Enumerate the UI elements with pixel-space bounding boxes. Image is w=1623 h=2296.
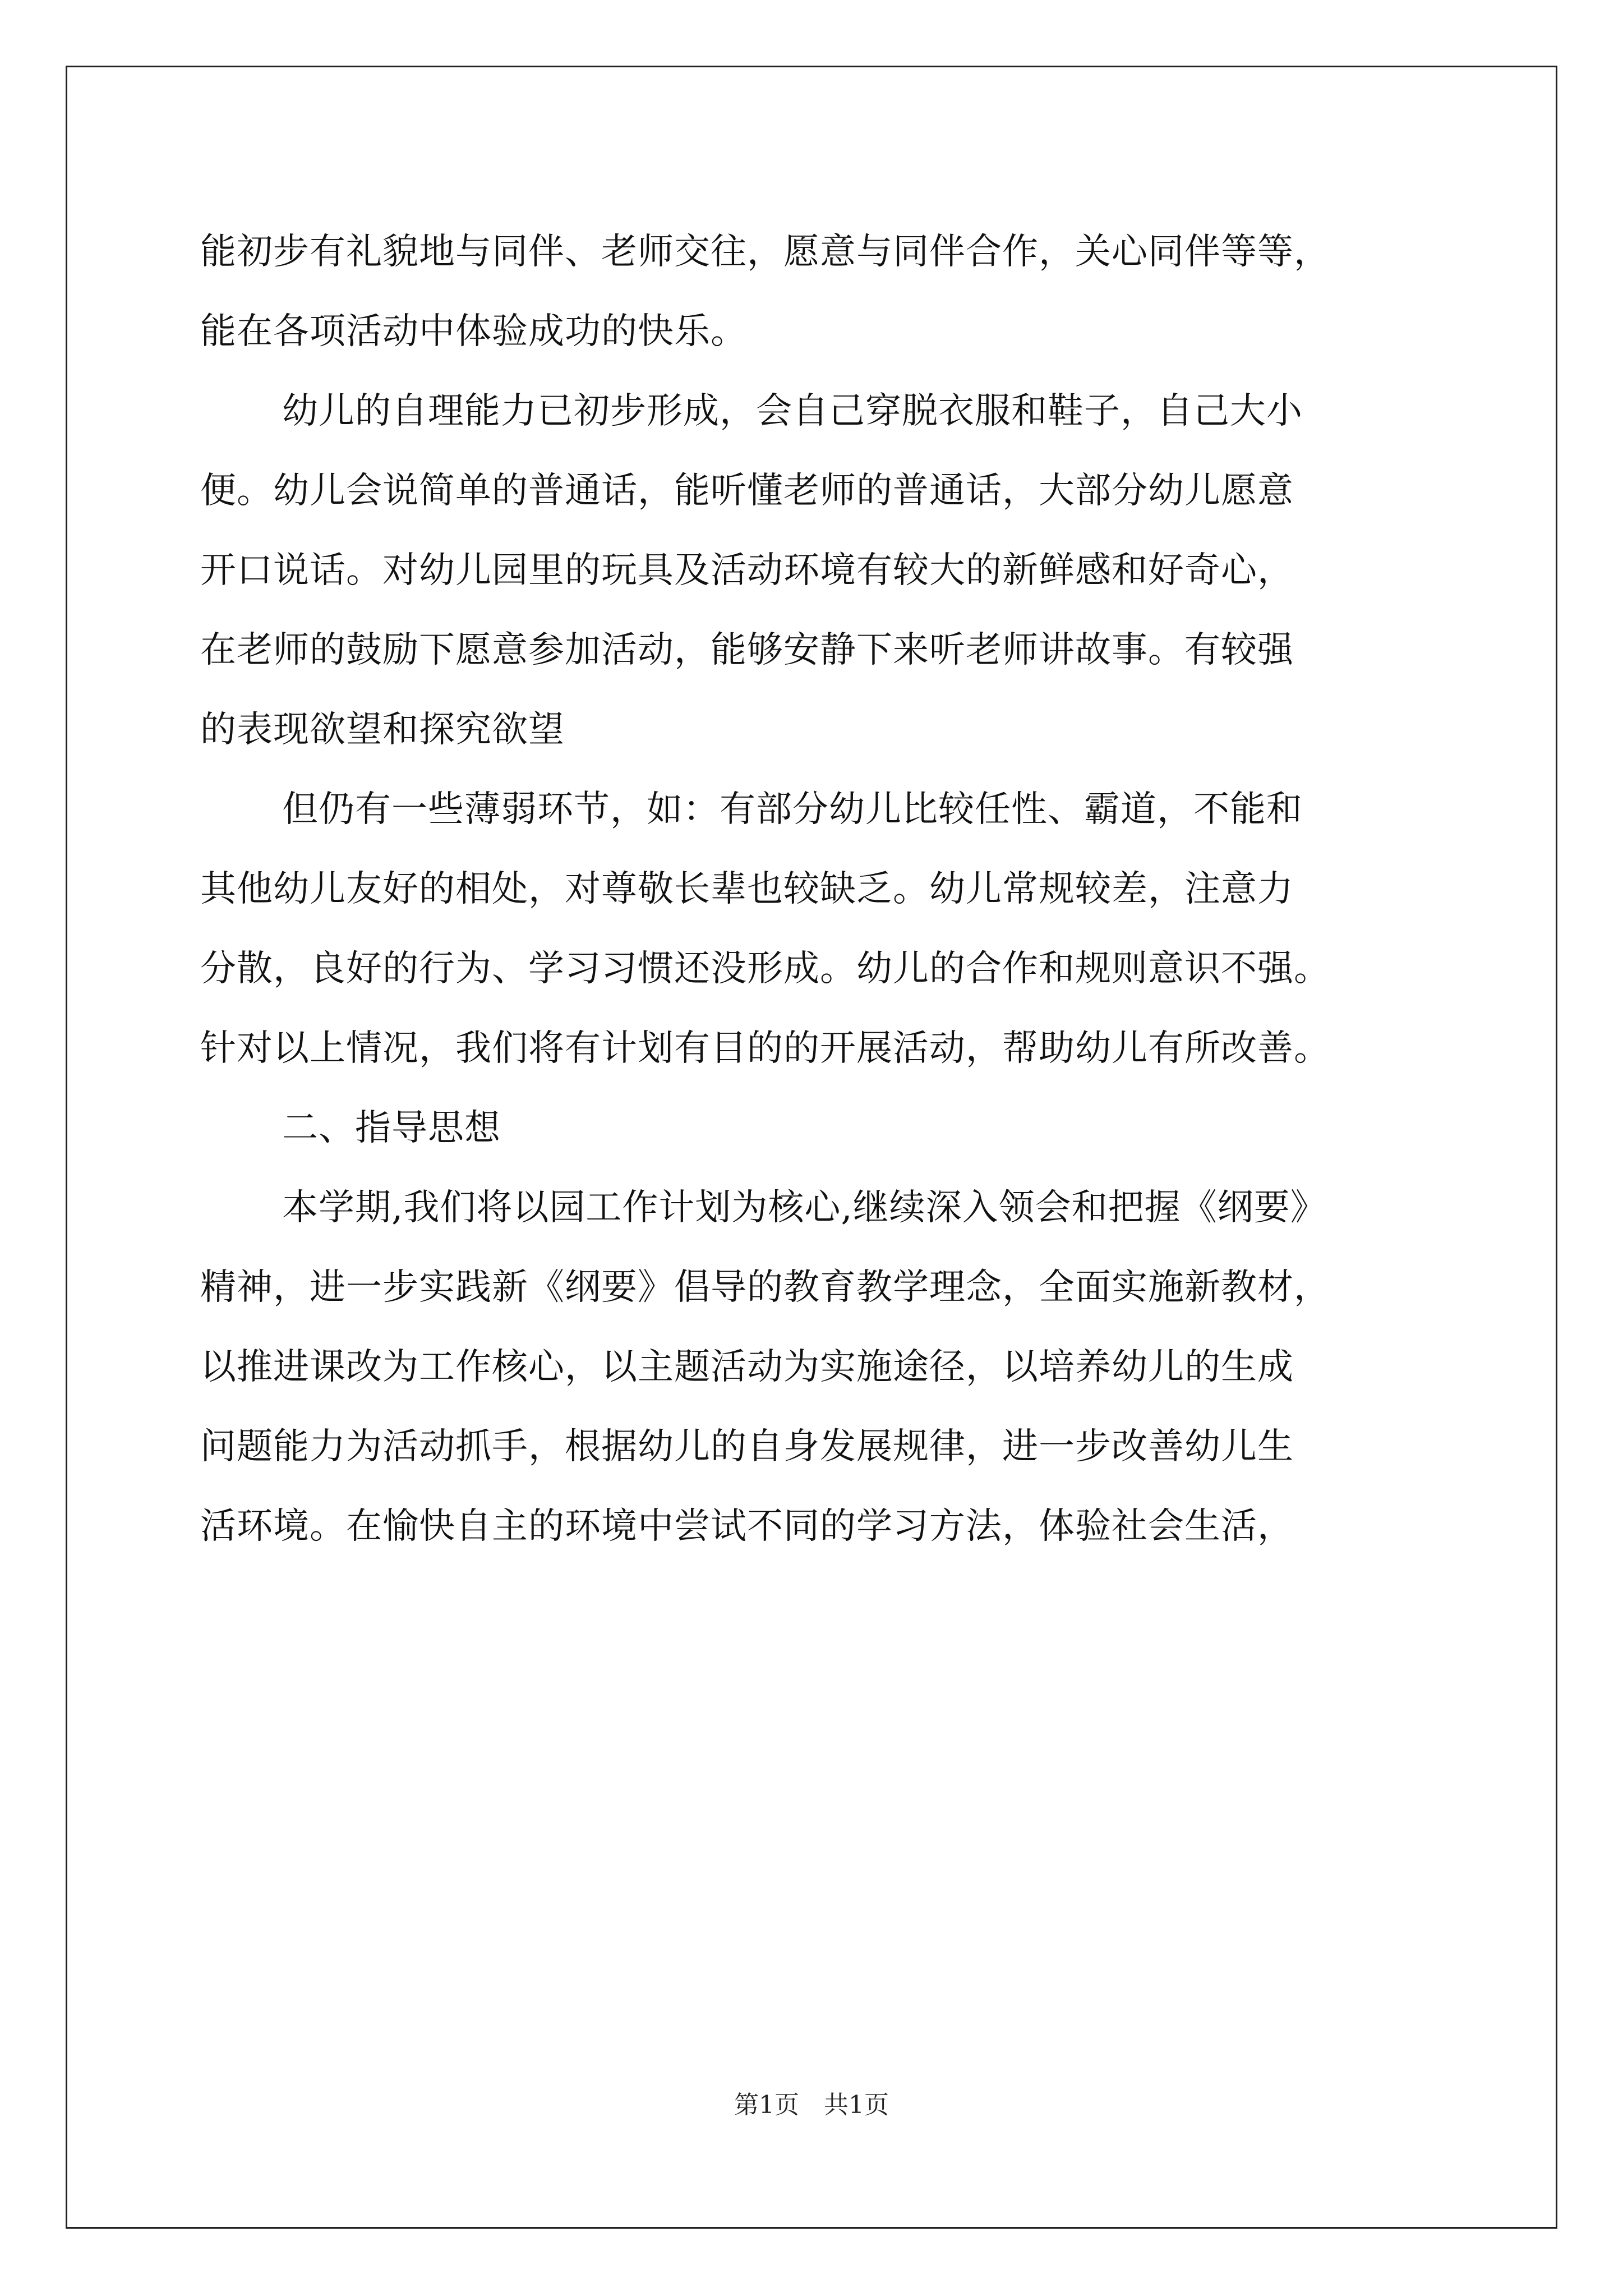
text-line: 以推进课改为工作核心，以主题活动为实施途径，以培养幼儿的生成 — [200, 1346, 1294, 1388]
text-line: 针对以上情况，我们将有计划有目的的开展活动，帮助幼儿有所改善。 — [200, 1028, 1330, 1069]
document-body — [200, 212, 1434, 1566]
text-line: 在老师的鼓励下愿意参加活动，能够安静下来听老师讲故事。有较强 — [200, 629, 1294, 671]
text-line: 便。幼儿会说简单的普通话，能听懂老师的普通话，大部分幼儿愿意 — [200, 470, 1294, 512]
text-line: 问题能力为活动抓手，根据幼儿的自身发展规律，进一步改善幼儿生 — [200, 1426, 1294, 1467]
paragraph-start-line: 本学期,我们将以园工作计划为核心,继续深入领会和把握《纲要》 — [282, 1187, 1327, 1228]
paragraph-start-line: 但仍有一些薄弱环节，如：有部分幼儿比较任性、霸道，不能和 — [282, 789, 1303, 830]
text-line: 能在各项活动中体验成功的快乐。 — [200, 311, 747, 352]
text-line: 开口说话。对幼儿园里的玩具及活动环境有较大的新鲜感和好奇心， — [200, 550, 1294, 591]
page-number-footer: 第1页 共1页 — [734, 2091, 889, 2119]
text-line: 活环境。在愉快自主的环境中尝试不同的学习方法，体验社会生活， — [200, 1506, 1294, 1547]
section-heading: 二、指导思想 — [282, 1107, 501, 1149]
text-line: 其他幼儿友好的相处，对尊敬长辈也较缺乏。幼儿常规较差，注意力 — [200, 868, 1294, 910]
text-line: 能初步有礼貌地与同伴、老师交往，愿意与同伴合作，关心同伴等等， — [200, 231, 1330, 273]
text-line: 分散，良好的行为、学习习惯还没形成。幼儿的合作和规则意识不强。 — [200, 948, 1330, 990]
paragraph-start-line: 幼儿的自理能力已初步形成，会自己穿脱衣服和鞋子，自己大小 — [282, 390, 1303, 432]
text-line: 的表现欲望和探究欲望 — [200, 709, 565, 751]
text-line: 精神，进一步实践新《纲要》倡导的教育教学理念，全面实施新教材， — [200, 1267, 1330, 1308]
